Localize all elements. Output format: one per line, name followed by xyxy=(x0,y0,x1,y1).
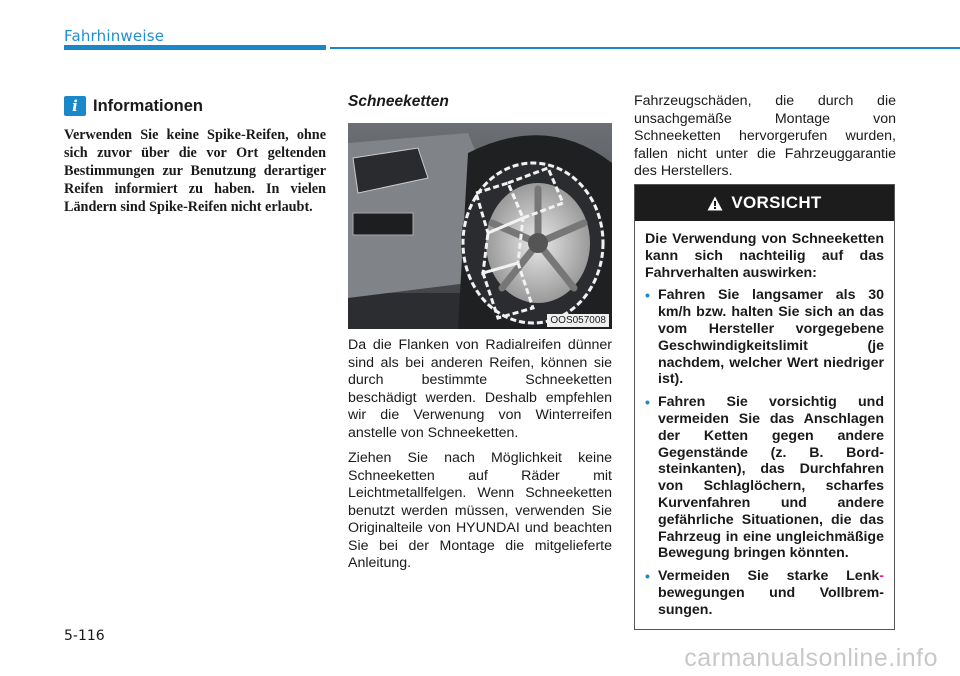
snow-chain-photo xyxy=(348,123,612,329)
caution-title: VORSICHT xyxy=(731,193,822,212)
bullet-icon: • xyxy=(645,287,650,304)
info-heading xyxy=(64,96,203,116)
snow-chains-paragraph-1: Da die Flanken von Radialreifen dünner sind als bei anderen Reifen, können sie durch bestimmte Schneeketten beschädigt werden. Deshalb empfehlen wir die Verwenung von Winterreifen anstelle von Schneeketten. xyxy=(348,337,612,441)
caution-item-text: Fahren Sie langsamer als 30 km/h bzw. halten Sie sich an das vom Hersteller vorgegebene Geschwindigkeitslimit (je nachdem, welcher Wert niedriger ist). xyxy=(658,287,884,388)
caution-item-hyphen: - xyxy=(879,568,884,585)
caution-item xyxy=(645,394,884,562)
bullet-icon: • xyxy=(645,394,650,411)
caution-list xyxy=(645,287,884,618)
warranty-text: Fahrzeugschäden, die durch die unsachgemäße Montage von Schneeketten hervorgerufen wurden, fallen nicht unter die Fahrzeuggarantie des Herstellers. xyxy=(634,93,896,179)
section-title: Fahrhinweise xyxy=(64,27,165,45)
header-rule-thin xyxy=(330,47,960,49)
caution-item xyxy=(645,287,884,388)
caution-box xyxy=(634,184,895,630)
info-title: Informationen xyxy=(93,96,203,115)
snow-chain-illustration xyxy=(348,123,612,329)
caution-item xyxy=(645,568,884,618)
snow-chains-title: Schneeketten xyxy=(348,93,449,110)
watermark: carmanualsonline.info xyxy=(684,644,938,672)
bullet-icon: • xyxy=(645,568,650,585)
caution-item-text-a: Vermeiden Sie starke Lenk xyxy=(658,568,880,585)
info-body: Verwenden Sie keine Spike-Reifen, ohne sich zuvor über die vor Ort geltenden Bestimmungen zur Benutzung derartiger Reifen informiert zu haben. In vielen Ländern sind Spike-Reifen nicht erlaubt. xyxy=(64,127,326,215)
page-number: 5-116 xyxy=(64,628,105,644)
caution-item-text: Fahren Sie vorsichtig und vermeiden Sie das Anschlagen der Ketten gegen andere Gegenstände (z. B. Bordsteinkanten), das Durchfahren von Schlaglöchern, scharfes Kurvenfahren und andere gefährliche Situationen, die das Fahrzeug in eine ungleichmäßige Bewegung bringen könnten. xyxy=(658,394,884,562)
warning-triangle-icon xyxy=(707,196,723,211)
caution-body xyxy=(635,221,894,619)
header-rule-thick xyxy=(64,45,326,50)
caution-intro: Die Verwendung von Schneeketten kann sich nachteilig auf das Fahrverhalten auswirken: xyxy=(645,231,884,281)
snow-chains-paragraph-2: Ziehen Sie nach Möglichkeit keine Schneeketten auf Räder mit Leichtmetallfelgen. Wenn Schneeketten benutzt werden müssen, verwenden Sie Originalteile von HYUNDAI und beachten Sie bei der Montage die mitgelieferte Anleitung. xyxy=(348,450,612,571)
snow-chains-body xyxy=(348,337,612,581)
info-i-icon: i xyxy=(64,96,86,116)
caution-item-text-b: bewegungen und Vollbremsungen. xyxy=(658,584,884,618)
image-code: OOS057008 xyxy=(547,314,609,327)
caution-header xyxy=(635,185,894,221)
